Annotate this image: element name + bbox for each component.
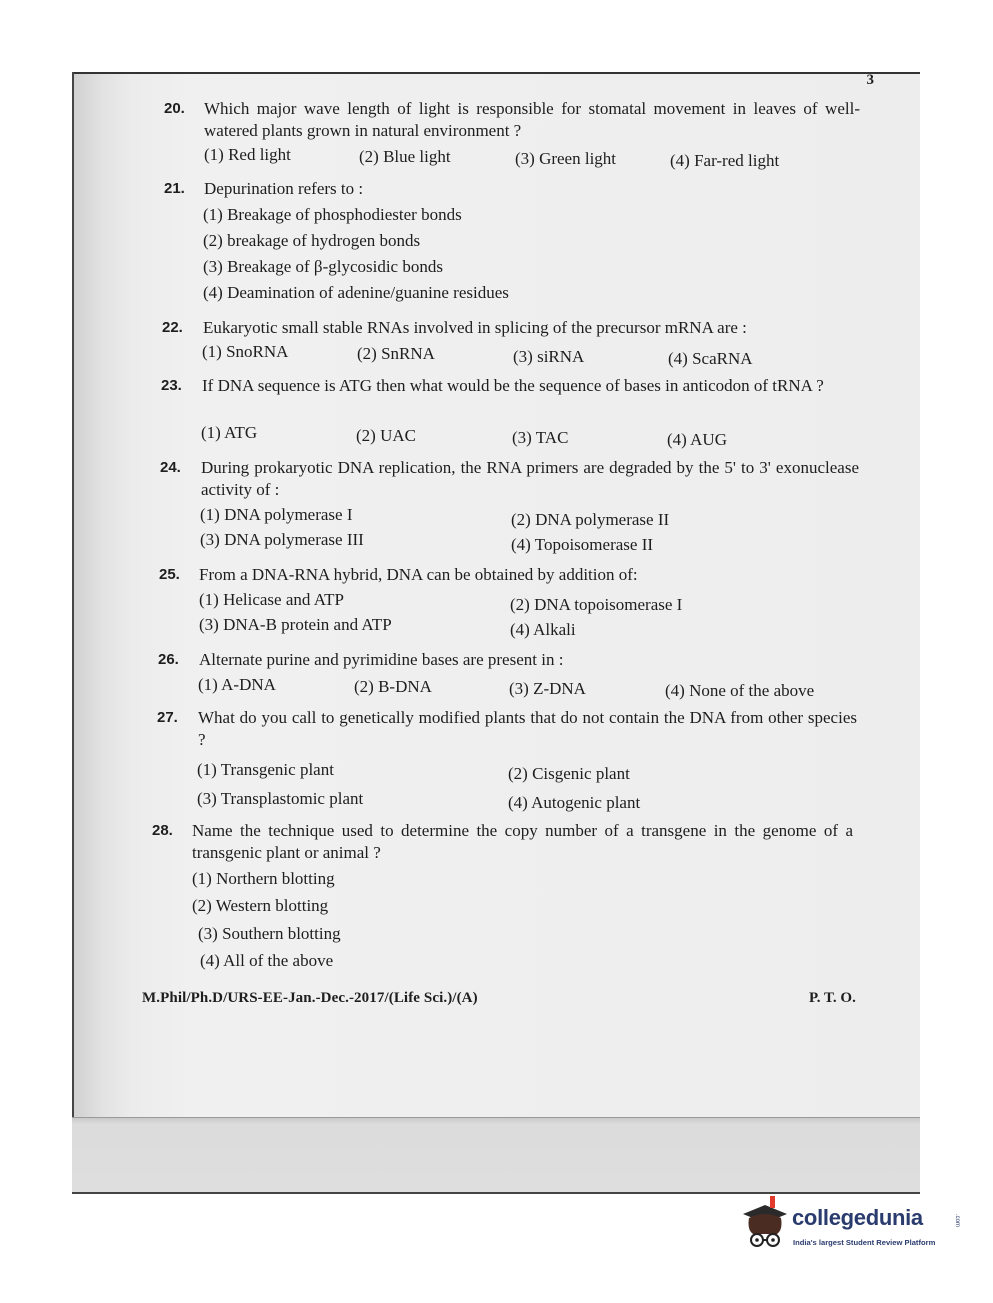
option: (3) siRNA xyxy=(513,347,585,366)
option: (1) SnoRNA xyxy=(202,342,289,361)
page-fold-shadow xyxy=(72,1117,920,1194)
option: (2) DNA topoisomerase I xyxy=(510,595,683,614)
scan-edge-left xyxy=(72,72,74,1194)
option: (1) DNA polymerase I xyxy=(200,505,353,524)
option: (4) All of the above xyxy=(200,951,334,970)
option: (4) Autogenic plant xyxy=(508,793,641,812)
option: (1) Northern blotting xyxy=(192,869,335,888)
option: (3) Z-DNA xyxy=(509,679,586,698)
mascot-icon xyxy=(737,1196,793,1258)
question-number: 23. xyxy=(161,377,182,394)
question-stem: Name the technique used to determine the copy number of a transgene in the genome of a transgenic plant or animal ? xyxy=(192,821,853,862)
option: (3) DNA polymerase III xyxy=(200,530,364,549)
option: (4) Alkali xyxy=(510,620,576,639)
brand-name: collegedunia xyxy=(792,1205,923,1230)
option: (4) AUG xyxy=(667,430,727,449)
option: (3) Southern blotting xyxy=(198,924,341,943)
option: (2) Cisgenic plant xyxy=(508,764,630,783)
option: (4) Topoisomerase II xyxy=(511,535,654,554)
scan-edge-top xyxy=(72,72,920,74)
collegedunia-logo xyxy=(737,1196,962,1258)
question-number: 25. xyxy=(159,566,180,583)
option: (1) Red light xyxy=(204,145,291,164)
scanned-page xyxy=(72,72,920,1194)
option: (1) Breakage of phosphodiester bonds xyxy=(203,205,462,224)
option: (2) DNA polymerase II xyxy=(511,510,670,529)
question-stem: If DNA sequence is ATG then what would be the sequence of bases in anticodon of tRNA ? xyxy=(202,376,824,395)
question-number: 27. xyxy=(157,709,178,726)
question-number: 21. xyxy=(164,180,185,197)
question-stem: Depurination refers to : xyxy=(204,179,364,198)
option: (3) Breakage of β-glycosidic bonds xyxy=(203,257,443,276)
option: (2) Blue light xyxy=(359,147,451,166)
option: (2) breakage of hydrogen bonds xyxy=(203,231,421,250)
option: (1) Transgenic plant xyxy=(197,760,334,779)
question-number: 22. xyxy=(162,319,183,336)
option: (4) ScaRNA xyxy=(668,349,753,368)
paper-code: M.Phil/Ph.D/URS-EE-Jan.-Dec.-2017/(Life Sci.)/(A) xyxy=(142,990,478,1006)
option: (1) ATG xyxy=(201,423,258,442)
option: (2) UAC xyxy=(356,426,416,445)
brand-domain: .com xyxy=(954,1214,960,1228)
option: (1) A-DNA xyxy=(198,675,276,694)
option: (2) B-DNA xyxy=(354,677,432,696)
question-number: 20. xyxy=(164,100,185,117)
option: (1) Helicase and ATP xyxy=(199,590,344,609)
option: (3) DNA-B protein and ATP xyxy=(199,615,392,634)
question-stem: During prokaryotic DNA replication, the RNA primers are degraded by the 5' to 3' exonuclease activity of : xyxy=(201,458,859,499)
question-stem: Which major wave length of light is responsible for stomatal movement in leaves of well-watered plants grown in natural environment ? xyxy=(204,99,860,140)
option: (3) TAC xyxy=(512,428,569,447)
option: (2) Western blotting xyxy=(192,896,329,915)
question-number: 28. xyxy=(152,822,173,839)
question-number: 24. xyxy=(160,459,181,476)
scan-edge-bottom xyxy=(72,1192,920,1194)
question-number: 26. xyxy=(158,651,179,668)
option: (2) SnRNA xyxy=(357,344,435,363)
question-stem: From a DNA-RNA hybrid, DNA can be obtained by addition of: xyxy=(199,565,638,584)
question-stem: What do you call to genetically modified plants that do not contain the DNA from other species ? xyxy=(198,708,857,749)
option: (3) Transplastomic plant xyxy=(197,789,364,808)
brand-tagline: India's largest Student Review Platform xyxy=(793,1238,936,1247)
page-number: 3 xyxy=(866,72,874,88)
question-stem: Eukaryotic small stable RNAs involved in splicing of the precursor mRNA are : xyxy=(203,318,747,337)
option: (4) Deamination of adenine/guanine residues xyxy=(203,283,509,302)
option: (3) Green light xyxy=(515,149,617,168)
pto-label: P. T. O. xyxy=(809,990,856,1006)
option: (4) None of the above xyxy=(665,681,815,700)
question-stem: Alternate purine and pyrimidine bases are present in : xyxy=(199,650,564,669)
option: (4) Far-red light xyxy=(670,151,780,170)
